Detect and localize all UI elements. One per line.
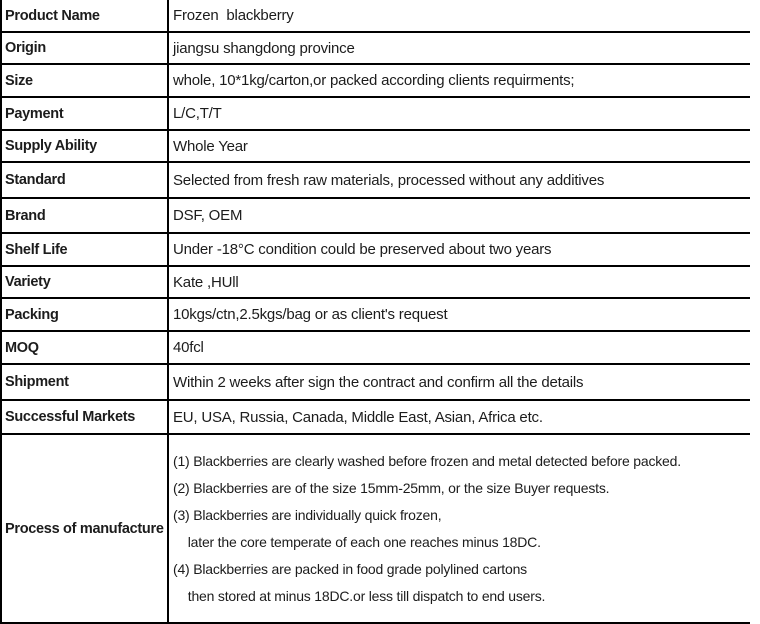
row-label: Variety (2, 267, 169, 297)
row-label: Payment (2, 98, 169, 129)
table-row (2, 65, 750, 98)
row-value: DSF, OEM (173, 207, 243, 224)
process-step-line: (4) Blackberries are packed in food grade polylined cartons (173, 560, 527, 577)
row-label: Packing (2, 299, 169, 330)
row-value: Kate ,HUll (173, 273, 239, 291)
row-label: Shipment (2, 365, 169, 399)
row-label: Supply Ability (2, 131, 169, 161)
row-value: L/C,T/T (173, 105, 222, 122)
table-row (2, 267, 750, 299)
process-step-line: (3) Blackberries are individually quick frozen, (173, 506, 442, 523)
process-step-line: later the core temperate of each one reaches minus 18DC. (173, 533, 541, 550)
row-value: Under -18°C condition could be preserved about two years (173, 241, 552, 258)
table-row (2, 299, 750, 332)
table-row (2, 365, 750, 401)
row-value: whole, 10*1kg/carton,or packed according clients requirments; (173, 72, 575, 89)
row-value-multiline (169, 435, 750, 622)
row-label: Process of manufacture (2, 435, 169, 622)
row-value: jiangsu shangdong province (173, 39, 355, 57)
row-label: Brand (2, 199, 169, 232)
table-row (2, 98, 750, 131)
row-label: Product Name (2, 0, 169, 31)
row-label: Size (2, 65, 169, 96)
table-row-process-of-manufacture (2, 435, 750, 624)
process-step-line: then stored at minus 18DC.or less till dispatch to end users. (173, 587, 546, 604)
row-value: 40fcl (173, 339, 204, 356)
row-value: Whole Year (173, 137, 248, 155)
table-row (2, 33, 750, 65)
table-row (2, 163, 750, 199)
process-step-line: (1) Blackberries are clearly washed before frozen and metal detected before packed. (173, 452, 681, 469)
row-value: Frozen blackberry (173, 7, 294, 24)
row-label: MOQ (2, 332, 169, 363)
table-row (2, 199, 750, 234)
table-row (2, 0, 750, 33)
row-label: Standard (2, 163, 169, 197)
row-label: Origin (2, 33, 169, 63)
process-step-line: (2) Blackberries are of the size 15mm-25mm, or the size Buyer requests. (173, 479, 610, 496)
row-label: Shelf Life (2, 234, 169, 265)
row-value: 10kgs/ctn,2.5kgs/bag or as client's request (173, 306, 448, 323)
table-row (2, 234, 750, 267)
row-label: Successful Markets (2, 401, 169, 433)
table-row (2, 332, 750, 365)
row-value: Within 2 weeks after sign the contract and confirm all the details (173, 373, 584, 391)
row-value: Selected from fresh raw materials, processed without any additives (173, 171, 605, 189)
table-row (2, 401, 750, 435)
table-row (2, 131, 750, 163)
row-value: EU, USA, Russia, Canada, Middle East, Asian, Africa etc. (173, 408, 543, 426)
